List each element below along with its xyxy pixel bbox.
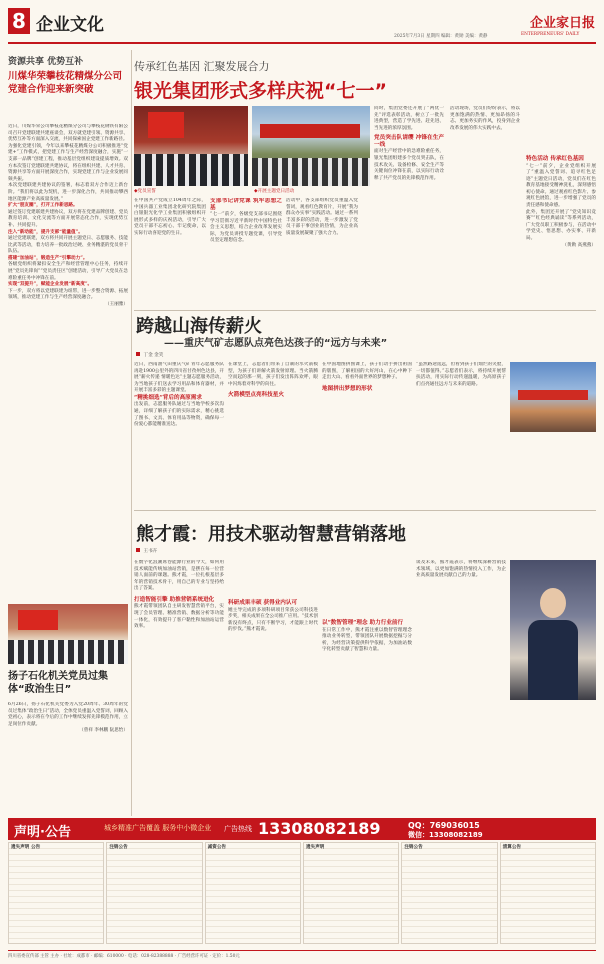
photo-people bbox=[8, 640, 128, 664]
article-bottom-col3 bbox=[322, 560, 412, 810]
article-middle-p4: 在中国地图拼图课上，孩子们动手拼出祖国的版图，了解祖国的大好河山，在心中种下走出大山、看看外面世界的梦想种子。 bbox=[322, 362, 412, 381]
photo-oath-people bbox=[134, 154, 248, 186]
photo-party-members bbox=[8, 604, 128, 664]
article-left-bottom bbox=[8, 600, 128, 814]
article-left-bottom-p: 6月26日，扬子石化机关党委为入党20周年、30周年的党员过集体“政治生日”活动，全体党员重温入党誓词，回顾入党初心，表示将在今后的工作中继续发挥先锋模范作用，立足岗位作贡献。 bbox=[8, 702, 128, 727]
article-top-col1 bbox=[134, 198, 206, 306]
photo-theme-day bbox=[252, 106, 370, 186]
notice-cell-title: 遗失声明 bbox=[306, 845, 325, 850]
article-bottom-byline-wrap bbox=[136, 548, 157, 554]
photo-theme-banner bbox=[260, 124, 360, 138]
article-left-sub3: 搭建“加油站”，锻造生产“引擎动力”。 bbox=[8, 255, 88, 261]
divider-top-middle bbox=[134, 310, 596, 311]
article-bottom-sub1: 打造智能引擎 助推营销系统进化 bbox=[134, 596, 215, 603]
article-left-p3: 本次党建联建共建协议的签署，标志着双方合作迈上新台阶。“我们将以此为契机，进一步深化合作，共同推动攀西地区能源产业高质量发展。” bbox=[8, 183, 128, 202]
article-bottom-title: 熊才霞：用技术驱动智慧营销落地 bbox=[136, 524, 406, 545]
photo-volunteers-banner bbox=[518, 390, 588, 400]
article-top-sub2: 党员突击队请缨 冲锋在生产一线 bbox=[374, 135, 444, 149]
article-bottom-p4: 在日常工作中，熊才霞注重以数智管理理念推动业务转型，带领团队开展数据挖掘与分析，为经营决策提供科学依据，为加油站数字化转型贡献了智慧和力量。 bbox=[322, 627, 412, 653]
page-number-badge: 8 bbox=[8, 8, 30, 34]
article-top bbox=[134, 48, 596, 310]
article-top-side-sub: 特色活动 传承红色基因 bbox=[526, 156, 584, 162]
article-top-p5: 同时，集团党委还开展了“两优一先”评选表彰活动，树立了一批先进典型，营造了学先进、赶先进、当先进的浓厚氛围。 bbox=[374, 106, 444, 131]
notice-ad-text: 城乡精准广告覆盖 服务中小微企业 bbox=[104, 824, 212, 832]
notice-wechat-line bbox=[408, 830, 483, 840]
notice-cell-title: 注销公告 bbox=[109, 845, 128, 850]
notice-hotline: 13308082189 bbox=[258, 819, 381, 838]
notice-hotline-label: 广告热线 bbox=[224, 825, 252, 833]
notice-cell-title: 遗失声明 公告 bbox=[11, 845, 41, 850]
article-left-sub2: 注入“新动能”，提升支部“能量值”。 bbox=[8, 229, 83, 235]
notice-cell-title: 减资公告 bbox=[207, 845, 227, 850]
article-top-byline: （黄勋 高燕燕） bbox=[562, 242, 596, 248]
masthead-rule bbox=[8, 42, 596, 44]
article-left bbox=[8, 48, 128, 606]
date-line: 2025年7月3日 星期四 编辑：黄勋 美编：黄静 bbox=[394, 34, 488, 39]
article-middle-byline: 丁金 金笑 bbox=[143, 353, 164, 358]
footer-text: 四川省委宣传部 主管 主办 · 社址：成都市 · 邮编：610000 · 电话：028-82388888 · 广告经营许可证 · 定价：1.50元 bbox=[8, 954, 240, 959]
notice-qq: 769036015 bbox=[429, 821, 480, 830]
notices-grid bbox=[8, 842, 596, 944]
photo-oath bbox=[134, 106, 248, 186]
article-left-p1: 近日，川煤华荣公司攀枝花精煤分公司与攀枝花钢铁有限公司召开党建联建共建座谈会，双方就党建引领、资源共享、优势互补等方面深入交流，共同探索国企党建工作新路径。 bbox=[8, 124, 128, 143]
article-top-col4 bbox=[374, 106, 444, 306]
article-top-p2: “七一”前夕，各级党支部书记围绕学习贯彻习近平新时代中国特色社会主义思想，结合企业改革发展实际，为党员讲授专题党课，引导党员坚定理想信念。 bbox=[210, 212, 282, 244]
article-middle-col2 bbox=[228, 362, 318, 506]
paper-logo-en: ENTERPRENEURS' DAILY bbox=[521, 32, 580, 37]
article-bottom bbox=[134, 512, 596, 814]
article-middle-title: 跨越山海传薪火 bbox=[136, 316, 262, 337]
notice-cell bbox=[8, 842, 104, 944]
article-top-title: 银光集团形式多样庆祝“七一” bbox=[134, 80, 387, 102]
article-left-p2: 为强化党建引领，今年以来攀枝花精煤分公司积极推进“党建+”工作模式，把党建工作与生产经营深度融合，实施“一支部一品牌”创建工程，推动基层党组织建设提质增效。双方本次签订党建联建共建协议，将在组织共建、人才共育、资源共享等方面开展深度合作，实现党建工作与企业发展同频共振。 bbox=[8, 143, 128, 182]
article-left-bottom-title: 扬子石化机关党员过集体“政治生日” bbox=[8, 671, 108, 695]
photo-xiong-caixia bbox=[510, 560, 596, 700]
article-left-title: 川煤华荣攀枝花精煤分公司党建合作迎来新突破 bbox=[8, 71, 123, 95]
article-middle-p3-intro: 在课堂上，志愿者们带来了自制的水火箭模型，为孩子们讲解火箭发射原理。当火箭腾空而起的那一刻，孩子们发出阵阵欢呼，眼中闪烁着对科学的向往。 bbox=[228, 362, 318, 387]
article-top-p1: 在中国共产党成立104周年之际，中国兵器工业集团北化研究院集团白银银光化学工业集团积极组织开展形式多样的庆祝活动，引导广大党员干部不忘初心、牢记使命，以实际行动喜迎党的生日。 bbox=[134, 198, 206, 236]
notice-cell-title: 清算公告 bbox=[502, 845, 522, 850]
article-left-p5: 通过党建联建，双方将共同开展主题党日、志愿服务、技能比武等活动，着力培养一批政治过硬、业务精湛的党员骨干队伍。 bbox=[8, 236, 128, 255]
footer bbox=[8, 950, 596, 961]
notice-qq-label: QQ： bbox=[408, 821, 430, 830]
notice-cell bbox=[303, 842, 399, 944]
notice-cell bbox=[401, 842, 497, 944]
article-left-bottom-byline: （曾祥 李林鹏 阮思怡） bbox=[79, 728, 128, 734]
article-bottom-col1 bbox=[134, 560, 224, 810]
article-middle-col3 bbox=[322, 362, 412, 506]
article-bottom-col2 bbox=[228, 560, 318, 810]
notice-cell-title: 注销公告 bbox=[404, 845, 423, 850]
notice-cell bbox=[500, 842, 596, 944]
masthead bbox=[0, 0, 604, 46]
article-left-sub1: 扩大“朋友圈”，打开工作新思路。 bbox=[8, 203, 78, 209]
photo-theme-caption: ◆开展主题党日活动 bbox=[254, 189, 295, 194]
article-middle bbox=[134, 312, 596, 508]
photo-oath-flag bbox=[148, 112, 184, 138]
article-middle-sub2: 火箭模型点亮科技星火 bbox=[228, 392, 284, 399]
article-top-p6: 活动现场，党员们纷纷表示，将以更加饱满的热情、更加昂扬的斗志、更加务实的作风，投身到企业改革发展的伟大实践中去。 bbox=[450, 106, 520, 131]
author-icon-2 bbox=[136, 548, 140, 552]
notice-band bbox=[8, 818, 596, 946]
article-middle-p5: “虽然路途遥远，但看到孩子们灿烂的笑脸，一切都值得。”志愿者们表示，将持续开展帮扶活动，用实际行动传递温暖，为高原孩子们点亮通往远方与未来的道路。 bbox=[416, 362, 506, 387]
article-middle-p1: 近日，西南油气田重庆气矿青年志愿服务队再赴1900公里外的四川省甘孜州色达县，开展“薪火传递 情暖色达”主题志愿服务活动，为当地孩子们送去学习用品和体育器材，并开展丰富多彩的主题课堂。 bbox=[134, 362, 224, 394]
article-left-byline: （王丽雅） bbox=[105, 302, 128, 308]
article-bottom-byline: 王书卉 bbox=[143, 549, 158, 554]
article-bottom-sub3: 以“数智管理”理念 助力行业前行 bbox=[322, 620, 404, 626]
photo-person-head bbox=[540, 588, 566, 618]
article-left-p4: 通过签订党建联建共建协议，双方将在党建品牌创建、党员教育培训、文化交流等方面开展常态化合作，实现优势互补、共同提升。 bbox=[8, 209, 128, 228]
article-top-col3 bbox=[286, 198, 358, 306]
paper-logo: 企业家日报 bbox=[530, 16, 596, 31]
photo-person-body bbox=[528, 620, 578, 700]
divider-middle-bottom bbox=[134, 510, 596, 511]
article-top-side-p1: “七一”前夕，企业党组织开展了“重温入党誓词、追寻红色足迹”主题党日活动，党员们在红色教育基地接受精神洗礼，深刻感悟初心使命。通过观看红色影片、参观红色展馆，进一步增强了党员的责任感和使命感。 bbox=[526, 163, 596, 209]
article-middle-sub3: 地图拼出梦想的形状 bbox=[322, 385, 373, 392]
article-left-p7: 下一步，双方将以党建联建为纽带，进一步整合资源、拓展领域，推动党建工作与生产经营深度融合。 bbox=[8, 288, 128, 301]
article-top-col5 bbox=[450, 106, 520, 306]
article-top-col2 bbox=[210, 198, 282, 306]
photo-oath-caption: ◆党员宣誓 bbox=[134, 189, 156, 194]
article-top-side-p2: 此外，集团还开展了“党史知识竞赛”“红色经典诵读”等系列活动，广大党员职工积极参与，在活动中学党史、悟思想、办实事、开新局。 bbox=[526, 209, 596, 242]
article-left-p6: 各级党组织将紧扣安全生产和经营管理中心任务，持续开展“党员先锋岗”“党员责任区”创建活动，引导广大党员在急难险重任务中冲锋在前。 bbox=[8, 262, 128, 281]
article-left-body bbox=[8, 124, 128, 604]
photo-theme-people bbox=[252, 158, 370, 186]
article-bottom-p1: 在数字化浪潮席卷能源行业的今天，如何用技术赋能传统加油站营销，是摆在每一位营销人面前的课题。熊才霞，一位扎根基层多年的营销技术骨干，用自己的专业与坚持给出了答案。 bbox=[134, 560, 224, 592]
notice-label: 声明·公告 bbox=[14, 825, 71, 840]
notice-cell bbox=[205, 842, 301, 944]
article-top-col6 bbox=[526, 96, 596, 306]
author-icon bbox=[136, 352, 140, 356]
article-left-kicker: 资源共享 优势互补 bbox=[8, 57, 84, 67]
article-bottom-p2: 熊才霞带领团队自主研发智慧营销平台，实现了会员管理、精准营销、数据分析等功能一体化，有效提升了客户黏性和加油站运营效率。 bbox=[134, 604, 224, 630]
article-top-sub1: 支部书记讲党课 筑牢思想之基 bbox=[210, 198, 282, 211]
article-middle-subtitle: ——重庆气矿志愿队点亮色达孩子的“远方与未来” bbox=[164, 338, 388, 349]
article-bottom-p5: 谈及未来，熊才霞表示，将继续深耕营销技术领域，以更加饱满的热情投入工作，为企业高质量发展贡献自己的力量。 bbox=[416, 560, 506, 579]
article-bottom-p3: 她主导完成的多项科研项目荣获公司科技进步奖，相关成果在全公司推广应用。“技术创新没有终点，只有不断学习，才能跟上时代的步伐。”熊才霞说。 bbox=[228, 607, 318, 633]
notice-wechat: 13308082189 bbox=[429, 831, 483, 839]
article-middle-p2: 出发前，志愿服务队通过与当地学校多次沟通，详细了解孩子们的实际需求，精心挑选了图书、文具、体育用品等物资，确保每一份爱心都能精准送达。 bbox=[134, 402, 224, 428]
article-top-p3: 活动中，各支部组织党员重温入党誓词，观看红色教育片，开展“我为群众办实事”实践活动。通过一系列丰富多彩的活动，进一步激发了党员干部干事创业的热情，为企业高质量发展凝聚了强大合力。 bbox=[286, 198, 358, 236]
notice-wechat-label: 微信： bbox=[408, 831, 429, 839]
section-title: 企业文化 bbox=[36, 15, 104, 35]
photo-volunteers bbox=[510, 362, 596, 432]
article-middle-col4 bbox=[416, 362, 506, 506]
article-middle-col1 bbox=[134, 362, 224, 506]
article-left-sub4: 实现“双提升”，赋能企业发展“新高度”。 bbox=[8, 282, 93, 288]
article-middle-byline-wrap bbox=[136, 352, 163, 358]
article-middle-sub1: “精挑细选”背后的高原需求 bbox=[134, 394, 202, 401]
article-top-p4: 面对生产经营中的急难险重任务，银光集团组建多个党员突击队，在技术攻关、设备检修、安全生产等关键岗位冲锋在前，以实际行动诠释了共产党员的先锋模范作用。 bbox=[374, 149, 444, 181]
notice-header bbox=[8, 818, 596, 840]
divider-left bbox=[131, 50, 132, 816]
article-bottom-col4 bbox=[416, 560, 506, 810]
article-bottom-sub2: 科研成果丰硕 获得业内认可 bbox=[228, 600, 298, 606]
notice-cell bbox=[106, 842, 202, 944]
article-top-kicker: 传承红色基因 汇聚发展合力 bbox=[134, 60, 270, 73]
article-left-bottom-body bbox=[8, 702, 128, 806]
photo-flag bbox=[18, 610, 58, 630]
